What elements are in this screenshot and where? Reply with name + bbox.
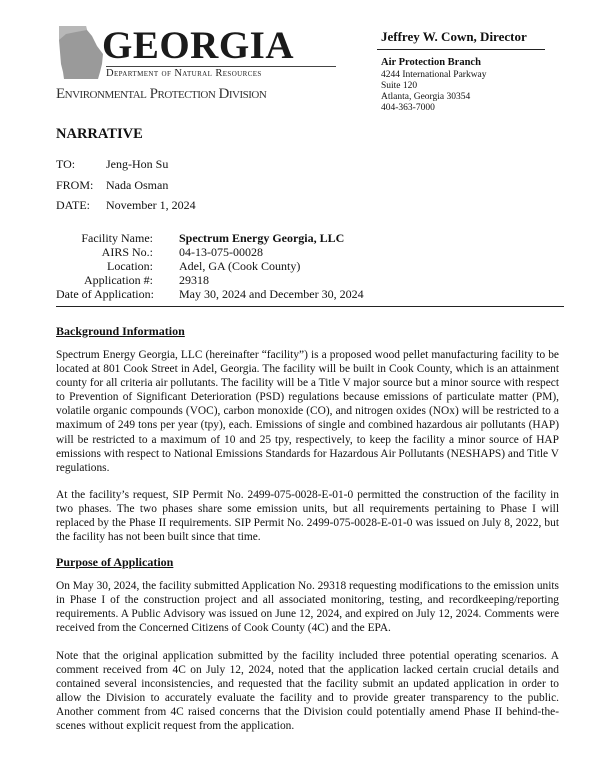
- facility-info: [56, 231, 364, 301]
- director-name: Jeffrey W. Cown, Director: [381, 29, 527, 44]
- facility-label: Location:: [107, 259, 153, 273]
- georgia-state-map-icon: [56, 24, 106, 82]
- logo-department: Department of Natural Resources: [106, 68, 262, 79]
- facility-row: [56, 287, 364, 301]
- logo-division: Environmental Protection Division: [56, 86, 267, 102]
- facility-value: Spectrum Energy Georgia, LLC: [179, 231, 345, 245]
- memo-from-value: Nada Osman: [106, 178, 169, 192]
- memo-date-label: DATE:: [56, 198, 90, 212]
- memo-date: [56, 198, 196, 213]
- facility-label: Date of Application:: [56, 287, 154, 301]
- memo-from: [56, 178, 168, 193]
- facility-value: May 30, 2024 and December 30, 2024: [179, 287, 364, 301]
- background-paragraph: At the facility’s request, SIP Permit No. 2499-075-0028-E-01-0 permitted the construction of the facility in two phases. The two phases share some emission units, but all requirements pertaining to Phase I will replaced by the Phase II requirements. SIP Permit No. 2499-075-0028-E-01-0 was issued on July 8, 2022, but the facility has not been built since that time.: [56, 489, 559, 544]
- memo-to: [56, 157, 168, 172]
- address-line: Atlanta, Georgia 30354: [381, 92, 471, 102]
- facility-value: 29318: [179, 273, 209, 287]
- memo-to-label: TO:: [56, 157, 76, 171]
- facility-row: [56, 231, 364, 245]
- facility-row: [56, 259, 364, 273]
- address-phone: 404-363-7000: [381, 103, 435, 113]
- background-heading: Background Information: [56, 324, 185, 338]
- address-line: 4244 International Parkway: [381, 70, 487, 80]
- facility-label: Application #:: [84, 273, 153, 287]
- background-paragraph: Spectrum Energy Georgia, LLC (hereinafter “facility”) is a proposed wood pellet manufacturing facility to be located at 801 Cook Street in Adel, Georgia. The facility will be built in Cook County, which is an attainment county for all criteria air pollutants. The facility will be a Title V major source but a minor source with respect to Prevention of Significant Deterioration (PSD) regulations because emissions of particulate matter (PM), volatile organic compounds (VOC), carbon monoxide (CO), and nitrogen oxides (NOx) will be restricted to a maximum of 249 tons per year (tpy), each. Emissions of single and combined hazardous air pollutants (HAP) will be restricted to a maximum of 10 and 25 tpy, respectively, to keep the facility a minor source of HAP emissions with respect to National Emissions Standards for Hazardous Air Pollutants (NESHAPS) and Title V regulations.: [56, 349, 559, 474]
- memo-to-value: Jeng-Hon Su: [106, 157, 169, 171]
- facility-value: 04-13-075-00028: [179, 245, 263, 259]
- purpose-heading: Purpose of Application: [56, 555, 174, 569]
- georgia-epd-logo: [56, 24, 296, 104]
- logo-rule: [106, 66, 336, 67]
- header-rule: [377, 49, 545, 50]
- memo-from-label: FROM:: [56, 178, 94, 192]
- facility-label: Facility Name:: [81, 231, 153, 245]
- section-divider: [56, 306, 564, 307]
- facility-value: Adel, GA (Cook County): [179, 259, 301, 273]
- facility-row: [56, 245, 364, 259]
- facility-label: AIRS No.:: [101, 245, 153, 259]
- branch-name: Air Protection Branch: [381, 57, 481, 68]
- purpose-paragraph: Note that the original application submitted by the facility included three potential operating scenarios. A comment received from 4C on July 12, 2024, noted that the application lacked certain crucial details and contained several inconsistencies, and requested that the facility submit an updated application in order to allow the Division to accurately evaluate the facility and to provide greater transparency to the public. Another comment from 4C raised concerns that the Division could potentially amend Phase II behind-the-scenes without explicit request from the application.: [56, 650, 559, 733]
- purpose-paragraph: On May 30, 2024, the facility submitted Application No. 29318 requesting modifications to the emission units in Phase I of the construction project and all associated monitoring, testing, and recordkeeping/reporting requirements. A Public Advisory was issued on June 12, 2024, and expired on July 12, 2024. Comments were received from the Concerned Citizens of Cook County (4C) and the EPA.: [56, 580, 559, 635]
- branch-address: [381, 70, 487, 114]
- logo-wordmark: GEORGIA: [102, 24, 295, 67]
- memo-date-value: November 1, 2024: [106, 198, 196, 212]
- facility-row: [56, 273, 364, 287]
- page-title: NARRATIVE: [56, 126, 143, 142]
- address-line: Suite 120: [381, 81, 418, 91]
